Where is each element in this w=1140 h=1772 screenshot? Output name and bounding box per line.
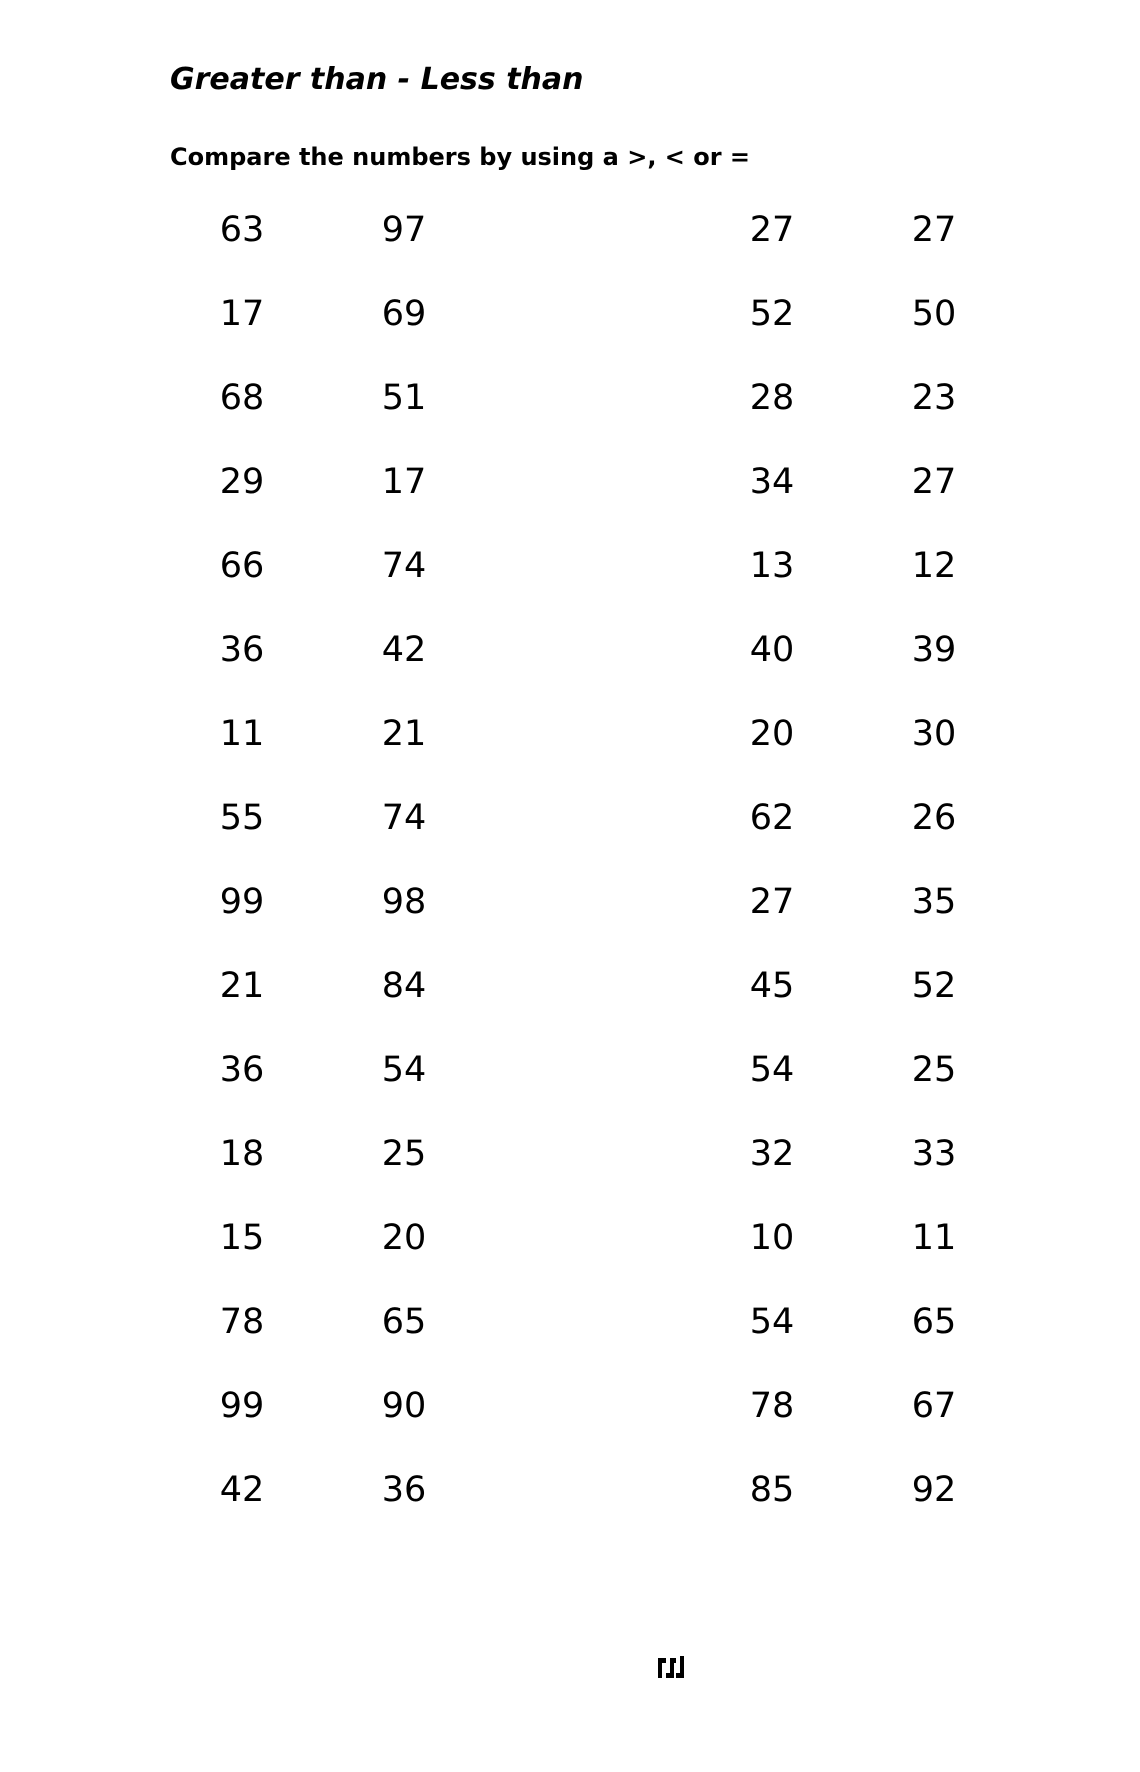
- comparison-row: [0, 878, 1140, 962]
- left-pair-first-number: 66: [219, 546, 265, 586]
- left-pair-second-number: 51: [381, 378, 427, 418]
- left-pair-second-number: 97: [381, 210, 427, 250]
- left-pair-first-number: 17: [219, 294, 265, 334]
- right-pair-second-number: 11: [911, 1218, 957, 1258]
- right-pair-first-number: 27: [749, 882, 795, 922]
- right-pair-first-number: 10: [749, 1218, 795, 1258]
- comparison-row: [0, 962, 1140, 1046]
- left-pair-second-number: 98: [381, 882, 427, 922]
- right-pair-second-number: 25: [911, 1050, 957, 1090]
- left-pair-first-number: 15: [219, 1218, 265, 1258]
- left-pair-first-number: 42: [219, 1470, 265, 1510]
- right-pair-second-number: 65: [911, 1302, 957, 1342]
- left-pair-first-number: 99: [219, 1386, 265, 1426]
- left-pair-first-number: 36: [219, 1050, 265, 1090]
- worksheet-title: Greater than - Less than: [170, 62, 584, 97]
- right-pair-second-number: 52: [911, 966, 957, 1006]
- comparison-row: [0, 458, 1140, 542]
- left-pair-second-number: 42: [381, 630, 427, 670]
- left-pair-second-number: 84: [381, 966, 427, 1006]
- left-pair-first-number: 29: [219, 462, 265, 502]
- right-pair-first-number: 62: [749, 798, 795, 838]
- left-pair-second-number: 17: [381, 462, 427, 502]
- left-pair-first-number: 78: [219, 1302, 265, 1342]
- comparison-row: [0, 1382, 1140, 1466]
- right-pair-first-number: 34: [749, 462, 795, 502]
- left-pair-first-number: 36: [219, 630, 265, 670]
- right-pair-first-number: 78: [749, 1386, 795, 1426]
- left-pair-second-number: 69: [381, 294, 427, 334]
- worksheet-instructions: Compare the numbers by using a >, < or =: [170, 143, 751, 171]
- left-pair-second-number: 21: [381, 714, 427, 754]
- left-pair-second-number: 65: [381, 1302, 427, 1342]
- comparison-grid: [0, 206, 1140, 1550]
- comparison-row: [0, 710, 1140, 794]
- left-pair-first-number: 99: [219, 882, 265, 922]
- right-pair-first-number: 28: [749, 378, 795, 418]
- right-pair-second-number: 27: [911, 210, 957, 250]
- right-pair-second-number: 30: [911, 714, 957, 754]
- left-pair-second-number: 20: [381, 1218, 427, 1258]
- comparison-row: [0, 374, 1140, 458]
- left-pair-first-number: 55: [219, 798, 265, 838]
- left-pair-second-number: 36: [381, 1470, 427, 1510]
- left-pair-second-number: 54: [381, 1050, 427, 1090]
- left-pair-first-number: 11: [219, 714, 265, 754]
- left-pair-first-number: 21: [219, 966, 265, 1006]
- left-pair-first-number: 68: [219, 378, 265, 418]
- right-pair-second-number: 39: [911, 630, 957, 670]
- left-pair-second-number: 74: [381, 798, 427, 838]
- left-pair-second-number: 25: [381, 1134, 427, 1174]
- right-pair-first-number: 85: [749, 1470, 795, 1510]
- right-pair-first-number: 13: [749, 546, 795, 586]
- right-pair-second-number: 26: [911, 798, 957, 838]
- right-pair-first-number: 40: [749, 630, 795, 670]
- right-pair-first-number: 54: [749, 1050, 795, 1090]
- right-pair-first-number: 20: [749, 714, 795, 754]
- right-pair-second-number: 50: [911, 294, 957, 334]
- right-pair-second-number: 33: [911, 1134, 957, 1174]
- comparison-row: [0, 290, 1140, 374]
- comparison-row: [0, 1466, 1140, 1550]
- right-pair-second-number: 27: [911, 462, 957, 502]
- right-pair-first-number: 52: [749, 294, 795, 334]
- right-pair-first-number: 32: [749, 1134, 795, 1174]
- comparison-row: [0, 542, 1140, 626]
- comparison-row: [0, 1214, 1140, 1298]
- right-pair-second-number: 35: [911, 882, 957, 922]
- comparison-row: [0, 206, 1140, 290]
- publisher-logo-icon: [657, 1655, 685, 1679]
- left-pair-second-number: 90: [381, 1386, 427, 1426]
- right-pair-first-number: 54: [749, 1302, 795, 1342]
- left-pair-second-number: 74: [381, 546, 427, 586]
- comparison-row: [0, 1046, 1140, 1130]
- comparison-row: [0, 794, 1140, 878]
- right-pair-second-number: 23: [911, 378, 957, 418]
- comparison-row: [0, 1298, 1140, 1382]
- left-pair-first-number: 18: [219, 1134, 265, 1174]
- right-pair-second-number: 12: [911, 546, 957, 586]
- comparison-row: [0, 626, 1140, 710]
- right-pair-first-number: 27: [749, 210, 795, 250]
- right-pair-second-number: 92: [911, 1470, 957, 1510]
- right-pair-first-number: 45: [749, 966, 795, 1006]
- right-pair-second-number: 67: [911, 1386, 957, 1426]
- left-pair-first-number: 63: [219, 210, 265, 250]
- comparison-row: [0, 1130, 1140, 1214]
